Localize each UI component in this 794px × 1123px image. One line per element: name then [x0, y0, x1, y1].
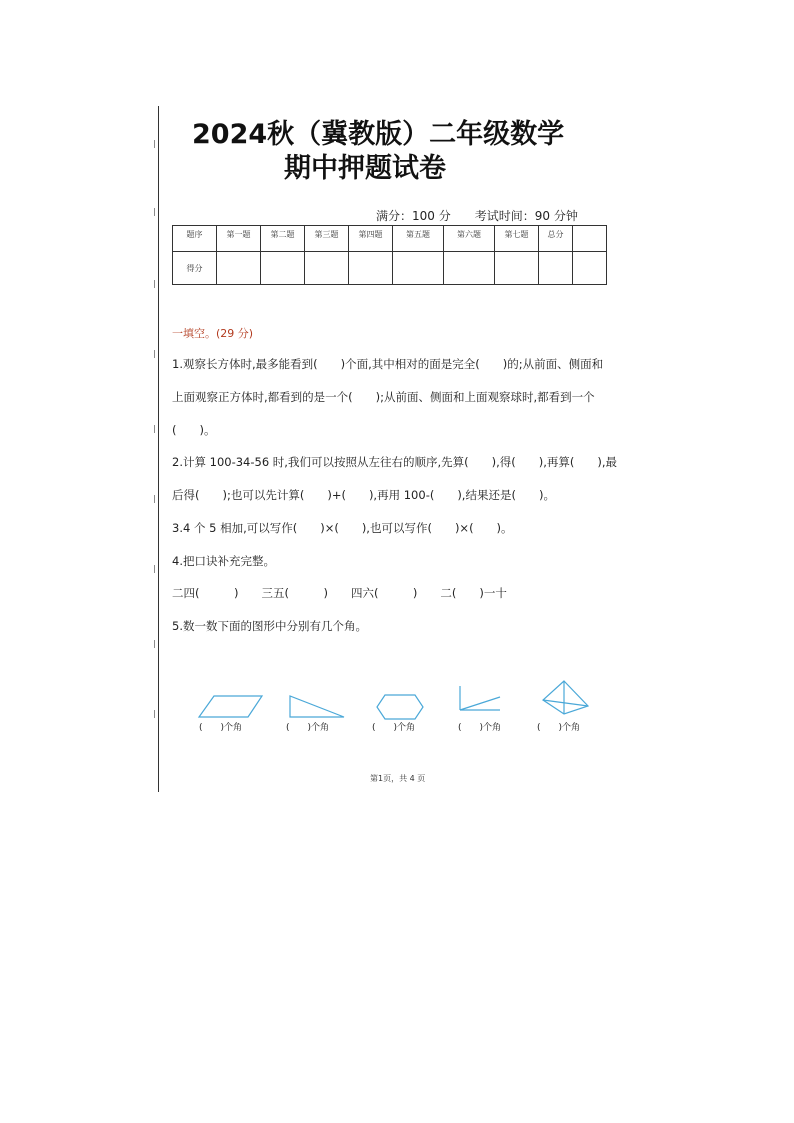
score-table-header-cell: 第三题 [305, 226, 349, 252]
binding-mark: | [153, 349, 156, 358]
score-table-header-cell: 第五题 [393, 226, 444, 252]
full-score: 满分：100 分 [376, 209, 451, 223]
parallelogram-icon [199, 696, 262, 717]
question-line: 2.计算 100-34-56 时,我们可以按照从左往右的顺序,先算( ),得( ),再算( ),最 [172, 455, 617, 469]
question-line: 4.把口诀补充完整。 [172, 554, 275, 568]
section-title: 一填空。(29 分) [172, 327, 254, 340]
question-line: 5.数一数下面的图形中分别有几个角。 [172, 619, 367, 633]
score-row-label: 得分 [173, 252, 217, 285]
shape-answer-label: ( )个角 [458, 723, 502, 733]
score-table-header-cell: 总分 [539, 226, 573, 252]
binding-mark: | [153, 139, 156, 148]
binding-mark: | [153, 424, 156, 433]
question-line: ( )。 [172, 423, 216, 437]
binding-mark: | [153, 207, 156, 216]
page-footer: 第1页，共 4 页 [370, 774, 426, 783]
binding-mark: | [153, 639, 156, 648]
question-line: 后得( );也可以先计算( )+( ),再用 100-( ),结果还是( )。 [172, 488, 555, 502]
kite-icon [543, 681, 588, 714]
angle-icon [460, 686, 500, 710]
question-line: 3.4 个 5 相加,可以写作( )×( ),也可以写作( )×( )。 [172, 521, 513, 535]
binding-mark: | [153, 564, 156, 573]
right-triangle-icon [290, 696, 344, 717]
score-table-header-cell: 第一题 [217, 226, 261, 252]
score-table-header-cell: 题序 [173, 226, 217, 252]
hexagon-icon [377, 695, 423, 719]
shape-answer-label: ( )个角 [537, 723, 581, 733]
question-line: 上面观察正方体时,都看到的是一个( );从前面、侧面和上面观察球时,都看到一个 [172, 390, 595, 404]
exam-title-line1: 2024秋（冀教版）二年级数学 [192, 119, 565, 150]
score-table-header-cell: 第七题 [495, 226, 539, 252]
score-table-header-cell: 第二题 [261, 226, 305, 252]
binding-mark: | [153, 279, 156, 288]
score-table-header-cell: 第六题 [444, 226, 495, 252]
exam-time: 考试时间：90 分钟 [474, 209, 578, 223]
shape-answer-label: ( )个角 [199, 723, 243, 733]
binding-mark: | [153, 494, 156, 503]
score-table-header-cell: 第四题 [349, 226, 393, 252]
question-line: 1.观察长方体时,最多能看到( )个面,其中相对的面是完全( )的;从前面、侧面和 [172, 357, 604, 371]
binding-mark: | [153, 709, 156, 718]
shape-answer-label: ( )个角 [372, 723, 416, 733]
shape-answer-label: ( )个角 [286, 723, 330, 733]
exam-title-line2: 期中押题试卷 [284, 153, 446, 184]
question-line: 二四( ) 三五( ) 四六( ) 二( )一十 [172, 586, 507, 600]
